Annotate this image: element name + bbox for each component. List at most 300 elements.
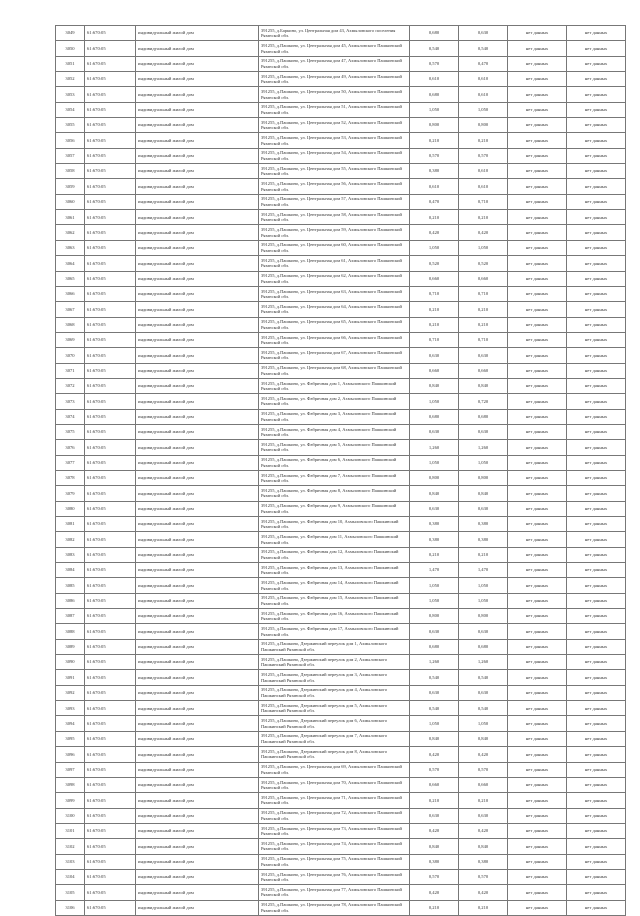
cadastral-id-cell: 61:670:05	[85, 731, 136, 746]
value-2-cell: 0,610	[459, 72, 508, 87]
building-type-cell: индивидуальный жилой дом	[136, 470, 259, 485]
cadastral-id-cell: 61:670:05	[85, 793, 136, 808]
value-1-cell: 0,680	[410, 87, 459, 102]
status-1-cell: нет данных	[508, 747, 567, 762]
address-cell: 391255, д.Пашкино, ул. Фабричная дом 14, Ахмыловского Пашкинский Рязанской обл.	[259, 578, 410, 593]
table-row	[56, 563, 626, 578]
status-2-cell: нет данных	[567, 26, 626, 41]
table-row	[56, 363, 626, 378]
status-1-cell: нет данных	[508, 271, 567, 286]
value-2-cell: 1,050	[459, 455, 508, 470]
value-1-cell: 0,540	[410, 701, 459, 716]
table-row	[56, 210, 626, 225]
status-2-cell: нет данных	[567, 194, 626, 209]
row-number-cell: 3080	[56, 501, 85, 516]
cadastral-id-cell: 61:670:05	[85, 164, 136, 179]
value-1-cell: 0,660	[410, 271, 459, 286]
status-1-cell: нет данных	[508, 793, 567, 808]
value-1-cell: 0,840	[410, 486, 459, 501]
document-page	[55, 25, 608, 916]
status-2-cell: нет данных	[567, 455, 626, 470]
building-type-cell: индивидуальный жилой дом	[136, 885, 259, 900]
cadastral-id-cell: 61:670:05	[85, 885, 136, 900]
address-cell: 391255, д.Пашкино, ул. Центральная дом 67, Ахмыловского Пашкинский Рязанской обл.	[259, 348, 410, 363]
value-1-cell: 0,420	[410, 885, 459, 900]
table-row	[56, 731, 626, 746]
status-2-cell: нет данных	[567, 731, 626, 746]
table-row	[56, 332, 626, 347]
cadastral-id-cell: 61:670:05	[85, 747, 136, 762]
status-1-cell: нет данных	[508, 578, 567, 593]
value-2-cell: 0,660	[459, 363, 508, 378]
status-1-cell: нет данных	[508, 72, 567, 87]
table-row	[56, 839, 626, 854]
building-type-cell: индивидуальный жилой дом	[136, 256, 259, 271]
cadastral-id-cell: 61:670:05	[85, 240, 136, 255]
value-1-cell: 0,570	[410, 762, 459, 777]
value-2-cell: 0,840	[459, 486, 508, 501]
table-row	[56, 440, 626, 455]
status-1-cell: нет данных	[508, 716, 567, 731]
value-2-cell: 0,520	[459, 256, 508, 271]
address-cell: 391255, д.Пашкино, ул. Центральная дом 71, Ахмыловского Пашкинский Рязанской обл.	[259, 793, 410, 808]
building-type-cell: индивидуальный жилой дом	[136, 148, 259, 163]
address-cell: 391255, д.Пашкино, ул. Фабричная дом 11, Ахмыловского Пашкинский Рязанской обл.	[259, 532, 410, 547]
address-cell: 391255, д.Пашкино, ул. Фабричная дом 9, Ахмыловского Пашкинский Рязанской обл.	[259, 501, 410, 516]
address-cell: 391255, д.Пашкино, ул. Центральная дом 76, Ахмыловского Пашкинский Рязанской обл.	[259, 869, 410, 884]
status-2-cell: нет данных	[567, 655, 626, 670]
table-row	[56, 348, 626, 363]
value-1-cell: 0,840	[410, 378, 459, 393]
address-cell: 391255, д.Пашкино, ул. Центральная дом 69, Ахмыловского Пашкинский Рязанской обл.	[259, 762, 410, 777]
value-1-cell: 1,050	[410, 716, 459, 731]
row-number-cell: 3099	[56, 793, 85, 808]
table-row	[56, 133, 626, 148]
value-1-cell: 1,050	[410, 578, 459, 593]
status-1-cell: нет данных	[508, 670, 567, 685]
table-row	[56, 593, 626, 608]
building-type-cell: индивидуальный жилой дом	[136, 716, 259, 731]
row-number-cell: 3095	[56, 731, 85, 746]
status-1-cell: нет данных	[508, 808, 567, 823]
value-2-cell: 0,840	[459, 378, 508, 393]
address-cell: 391255, д.Пашкино, ул. Фабричная дом 16, Ахмыловского Пашкинский Рязанской обл.	[259, 609, 410, 624]
table-row	[56, 808, 626, 823]
status-2-cell: нет данных	[567, 302, 626, 317]
status-2-cell: нет данных	[567, 563, 626, 578]
cadastral-id-cell: 61:670:05	[85, 624, 136, 639]
value-2-cell: 0,680	[459, 409, 508, 424]
row-number-cell: 3074	[56, 409, 85, 424]
row-number-cell: 3093	[56, 701, 85, 716]
value-2-cell: 0,380	[459, 532, 508, 547]
value-1-cell: 1,260	[410, 655, 459, 670]
row-number-cell: 3067	[56, 302, 85, 317]
building-type-cell: индивидуальный жилой дом	[136, 363, 259, 378]
value-1-cell: 0,210	[410, 210, 459, 225]
status-1-cell: нет данных	[508, 885, 567, 900]
value-2-cell: 0,380	[459, 517, 508, 532]
table-row	[56, 701, 626, 716]
status-1-cell: нет данных	[508, 563, 567, 578]
value-2-cell: 0,610	[459, 179, 508, 194]
building-type-cell: индивидуальный жилой дом	[136, 317, 259, 332]
value-2-cell: 0,710	[459, 194, 508, 209]
address-cell: 391255, д.Пашкино, ул. Фабричная дом 7, Ахмыловского Пашкинский Рязанской обл.	[259, 470, 410, 485]
status-2-cell: нет данных	[567, 348, 626, 363]
row-number-cell: 3053	[56, 87, 85, 102]
building-type-cell: индивидуальный жилой дом	[136, 440, 259, 455]
row-number-cell: 3072	[56, 378, 85, 393]
value-1-cell: 0,800	[410, 470, 459, 485]
status-2-cell: нет данных	[567, 517, 626, 532]
row-number-cell: 3052	[56, 72, 85, 87]
value-2-cell: 0,800	[459, 609, 508, 624]
table-row	[56, 271, 626, 286]
value-1-cell: 0,710	[410, 332, 459, 347]
status-1-cell: нет данных	[508, 547, 567, 562]
cadastral-id-cell: 61:670:05	[85, 26, 136, 41]
row-number-cell: 3061	[56, 210, 85, 225]
status-2-cell: нет данных	[567, 210, 626, 225]
status-2-cell: нет данных	[567, 133, 626, 148]
cadastral-id-cell: 61:670:05	[85, 685, 136, 700]
address-cell: 391255, д.Пашкино, Дзержинский переулок дом 8, Ахмыловского Пашкинский Рязанской обл.	[259, 747, 410, 762]
building-type-cell: индивидуальный жилой дом	[136, 793, 259, 808]
table-row	[56, 302, 626, 317]
status-1-cell: нет данных	[508, 655, 567, 670]
building-type-cell: индивидуальный жилой дом	[136, 72, 259, 87]
status-2-cell: нет данных	[567, 701, 626, 716]
table-row	[56, 256, 626, 271]
address-cell: 391255, д.Пашкино, ул. Центральная дом 51, Ахмыловского Пашкинский Рязанской обл.	[259, 102, 410, 117]
value-1-cell: 0,210	[410, 317, 459, 332]
value-2-cell: 1,470	[459, 563, 508, 578]
cadastral-id-cell: 61:670:05	[85, 563, 136, 578]
row-number-cell: 3063	[56, 240, 85, 255]
row-number-cell: 3096	[56, 747, 85, 762]
value-2-cell: 1,050	[459, 578, 508, 593]
value-2-cell: 0,420	[459, 225, 508, 240]
status-1-cell: нет данных	[508, 164, 567, 179]
table-row	[56, 777, 626, 792]
status-1-cell: нет данных	[508, 317, 567, 332]
table-row	[56, 716, 626, 731]
row-number-cell: 3092	[56, 685, 85, 700]
building-type-cell: индивидуальный жилой дом	[136, 731, 259, 746]
row-number-cell: 3079	[56, 486, 85, 501]
value-1-cell: 0,380	[410, 164, 459, 179]
table-row	[56, 409, 626, 424]
value-1-cell: 0,630	[410, 808, 459, 823]
building-type-cell: индивидуальный жилой дом	[136, 777, 259, 792]
row-number-cell: 3057	[56, 148, 85, 163]
status-2-cell: нет данных	[567, 378, 626, 393]
status-1-cell: нет данных	[508, 762, 567, 777]
table-row	[56, 517, 626, 532]
value-2-cell: 0,840	[459, 839, 508, 854]
building-type-cell: индивидуальный жилой дом	[136, 593, 259, 608]
building-type-cell: индивидуальный жилой дом	[136, 670, 259, 685]
status-2-cell: нет данных	[567, 670, 626, 685]
value-2-cell: 0,660	[459, 777, 508, 792]
status-2-cell: нет данных	[567, 793, 626, 808]
value-1-cell: 0,210	[410, 793, 459, 808]
address-cell: 391255, д.Пашкино, ул. Фабричная дом 2, Ахмыловского Пашкинский Рязанской обл.	[259, 394, 410, 409]
status-1-cell: нет данных	[508, 486, 567, 501]
status-1-cell: нет данных	[508, 240, 567, 255]
address-cell: 391255, д.Пашкино, ул. Центральная дом 73, Ахмыловского Пашкинский Рязанской обл.	[259, 823, 410, 838]
building-type-cell: индивидуальный жилой дом	[136, 194, 259, 209]
building-type-cell: индивидуальный жилой дом	[136, 517, 259, 532]
status-1-cell: нет данных	[508, 332, 567, 347]
cadastral-id-cell: 61:670:05	[85, 655, 136, 670]
status-2-cell: нет данных	[567, 777, 626, 792]
value-2-cell: 0,680	[459, 639, 508, 654]
row-number-cell: 3081	[56, 517, 85, 532]
value-1-cell: 0,210	[410, 302, 459, 317]
value-2-cell: 0,210	[459, 210, 508, 225]
address-cell: 391255, д.Пашкино, ул. Фабричная дом 8, Ахмыловского Пашкинский Рязанской обл.	[259, 486, 410, 501]
address-cell: 391255, д.Пашкино, Дзержинский переулок дом 4, Ахмыловского Пашкинский Рязанской обл.	[259, 685, 410, 700]
value-1-cell: 0,570	[410, 148, 459, 163]
value-1-cell: 0,210	[410, 133, 459, 148]
value-1-cell: 0,380	[410, 854, 459, 869]
value-1-cell: 1,050	[410, 102, 459, 117]
value-2-cell: 1,050	[459, 716, 508, 731]
value-2-cell: 0,710	[459, 332, 508, 347]
value-1-cell: 1,050	[410, 240, 459, 255]
table-row	[56, 148, 626, 163]
value-2-cell: 0,570	[459, 148, 508, 163]
table-row	[56, 41, 626, 56]
status-2-cell: нет данных	[567, 869, 626, 884]
row-number-cell: 3076	[56, 440, 85, 455]
table-row	[56, 470, 626, 485]
status-2-cell: нет данных	[567, 685, 626, 700]
table-row	[56, 424, 626, 439]
status-1-cell: нет данных	[508, 286, 567, 301]
table-row	[56, 455, 626, 470]
building-type-cell: индивидуальный жилой дом	[136, 302, 259, 317]
status-2-cell: нет данных	[567, 164, 626, 179]
status-1-cell: нет данных	[508, 501, 567, 516]
value-1-cell: 0,630	[410, 348, 459, 363]
cadastral-id-cell: 61:670:05	[85, 72, 136, 87]
building-type-cell: индивидуальный жилой дом	[136, 332, 259, 347]
building-type-cell: индивидуальный жилой дом	[136, 87, 259, 102]
table-body	[56, 26, 626, 916]
value-2-cell: 0,630	[459, 624, 508, 639]
value-2-cell: 0,800	[459, 118, 508, 133]
address-cell: 391255, д.Пашкино, ул. Фабричная дом 1, Ахмыловского Пашкинский Рязанской обл.	[259, 378, 410, 393]
row-number-cell: 3086	[56, 593, 85, 608]
table-row	[56, 118, 626, 133]
table-row	[56, 762, 626, 777]
status-1-cell: нет данных	[508, 210, 567, 225]
value-2-cell: 0,610	[459, 164, 508, 179]
status-1-cell: нет данных	[508, 118, 567, 133]
cadastral-id-cell: 61:670:05	[85, 41, 136, 56]
status-1-cell: нет данных	[508, 378, 567, 393]
status-2-cell: нет данных	[567, 762, 626, 777]
row-number-cell: 3103	[56, 854, 85, 869]
cadastral-id-cell: 61:670:05	[85, 455, 136, 470]
value-1-cell: 0,540	[410, 41, 459, 56]
address-cell: 391255, д.Пашкино, Дзержинский переулок дом 7, Ахмыловского Пашкинский Рязанской обл.	[259, 731, 410, 746]
cadastral-id-cell: 61:670:05	[85, 716, 136, 731]
value-1-cell: 0,680	[410, 639, 459, 654]
address-cell: 391255, д.Пашкино, ул. Центральная дом 52, Ахмыловского Пашкинский Рязанской обл.	[259, 118, 410, 133]
building-type-cell: индивидуальный жилой дом	[136, 609, 259, 624]
address-cell: 391255, д.Пашкино, ул. Центральная дом 75, Ахмыловского Пашкинский Рязанской обл.	[259, 854, 410, 869]
row-number-cell: 3070	[56, 348, 85, 363]
row-number-cell: 3098	[56, 777, 85, 792]
value-1-cell: 0,470	[410, 194, 459, 209]
row-number-cell: 3090	[56, 655, 85, 670]
address-cell: 391255, д.Пашкино, Дзержинский переулок дом 1, Ахмыловского Пашкинский Рязанской обл.	[259, 639, 410, 654]
address-cell: 391255, д.Пашкино, ул. Фабричная дом 3, Ахмыловского Пашкинский Рязанской обл.	[259, 409, 410, 424]
building-type-cell: индивидуальный жилой дом	[136, 747, 259, 762]
address-cell: 391255, д.Пашкино, ул. Центральная дом 72, Ахмыловского Пашкинский Рязанской обл.	[259, 808, 410, 823]
cadastral-id-cell: 61:670:05	[85, 547, 136, 562]
building-type-cell: индивидуальный жилой дом	[136, 655, 259, 670]
table-row	[56, 532, 626, 547]
table-row	[56, 378, 626, 393]
building-type-cell: индивидуальный жилой дом	[136, 854, 259, 869]
row-number-cell: 3083	[56, 547, 85, 562]
value-1-cell: 0,380	[410, 517, 459, 532]
value-1-cell: 0,570	[410, 56, 459, 71]
status-1-cell: нет данных	[508, 517, 567, 532]
row-number-cell: 3071	[56, 363, 85, 378]
address-cell: 391255, д.Пашкино, ул. Центральная дом 56, Ахмыловского Пашкинский Рязанской обл.	[259, 179, 410, 194]
table-row	[56, 317, 626, 332]
address-cell: 391255, д.Баркино, ул. Центральная дом 43, Ахмыловского поселения Рязанской обл.	[259, 26, 410, 41]
value-2-cell: 1,050	[459, 240, 508, 255]
table-row	[56, 578, 626, 593]
cadastral-id-cell: 61:670:05	[85, 394, 136, 409]
value-1-cell: 0,420	[410, 747, 459, 762]
status-1-cell: нет данных	[508, 731, 567, 746]
value-2-cell: 0,630	[459, 501, 508, 516]
row-number-cell: 3050	[56, 41, 85, 56]
cadastral-id-cell: 61:670:05	[85, 348, 136, 363]
status-2-cell: нет данных	[567, 532, 626, 547]
status-2-cell: нет данных	[567, 839, 626, 854]
value-2-cell: 0,630	[459, 685, 508, 700]
status-1-cell: нет данных	[508, 455, 567, 470]
cadastral-id-cell: 61:670:05	[85, 578, 136, 593]
status-1-cell: нет данных	[508, 409, 567, 424]
table-row	[56, 486, 626, 501]
table-row	[56, 854, 626, 869]
status-2-cell: нет данных	[567, 409, 626, 424]
address-cell: 391255, д.Пашкино, ул. Центральная дом 61, Ахмыловского Пашкинский Рязанской обл.	[259, 256, 410, 271]
building-type-cell: индивидуальный жилой дом	[136, 486, 259, 501]
building-type-cell: индивидуальный жилой дом	[136, 133, 259, 148]
building-type-cell: индивидуальный жилой дом	[136, 532, 259, 547]
status-2-cell: нет данных	[567, 808, 626, 823]
row-number-cell: 3104	[56, 869, 85, 884]
address-cell: 391255, д.Пашкино, ул. Фабричная дом 4, Ахмыловского Пашкинский Рязанской обл.	[259, 424, 410, 439]
value-1-cell: 0,520	[410, 256, 459, 271]
cadastral-id-cell: 61:670:05	[85, 593, 136, 608]
value-2-cell: 0,420	[459, 747, 508, 762]
status-2-cell: нет данных	[567, 179, 626, 194]
address-cell: 391255, д.Пашкино, ул. Центральная дом 55, Ахмыловского Пашкинский Рязанской обл.	[259, 164, 410, 179]
value-1-cell: 0,610	[410, 179, 459, 194]
building-type-cell: индивидуальный жилой дом	[136, 225, 259, 240]
value-1-cell: 0,710	[410, 286, 459, 301]
table-row	[56, 624, 626, 639]
row-number-cell: 3097	[56, 762, 85, 777]
building-type-cell: индивидуальный жилой дом	[136, 26, 259, 41]
building-type-cell: индивидуальный жилой дом	[136, 118, 259, 133]
address-cell: 391255, д.Пашкино, ул. Центральная дом 65, Ахмыловского Пашкинский Рязанской обл.	[259, 317, 410, 332]
status-2-cell: нет данных	[567, 72, 626, 87]
status-1-cell: нет данных	[508, 394, 567, 409]
building-type-cell: индивидуальный жилой дом	[136, 685, 259, 700]
value-2-cell: 0,630	[459, 808, 508, 823]
value-1-cell: 0,680	[410, 409, 459, 424]
status-2-cell: нет данных	[567, 271, 626, 286]
table-row	[56, 87, 626, 102]
value-2-cell: 0,570	[459, 869, 508, 884]
value-2-cell: 0,540	[459, 701, 508, 716]
cadastral-id-cell: 61:670:05	[85, 194, 136, 209]
status-1-cell: нет данных	[508, 87, 567, 102]
status-2-cell: нет данных	[567, 56, 626, 71]
status-1-cell: нет данных	[508, 470, 567, 485]
address-cell: 391255, д.Пашкино, ул. Центральная дом 63, Ахмыловского Пашкинский Рязанской обл.	[259, 286, 410, 301]
value-1-cell: 0,570	[410, 869, 459, 884]
building-type-cell: индивидуальный жилой дом	[136, 424, 259, 439]
building-type-cell: индивидуальный жилой дом	[136, 501, 259, 516]
cadastral-id-cell: 61:670:05	[85, 854, 136, 869]
table-row	[56, 194, 626, 209]
row-number-cell: 3069	[56, 332, 85, 347]
cadastral-id-cell: 61:670:05	[85, 609, 136, 624]
status-2-cell: нет данных	[567, 41, 626, 56]
cadastral-id-cell: 61:670:05	[85, 777, 136, 792]
address-cell: 391255, д.Пашкино, Дзержинский переулок дом 2, Ахмыловского Пашкинский Рязанской обл.	[259, 655, 410, 670]
building-type-cell: индивидуальный жилой дом	[136, 102, 259, 117]
value-2-cell: 1,260	[459, 655, 508, 670]
cadastral-id-cell: 61:670:05	[85, 302, 136, 317]
value-2-cell: 0,630	[459, 348, 508, 363]
status-2-cell: нет данных	[567, 424, 626, 439]
cadastral-id-cell: 61:670:05	[85, 869, 136, 884]
building-type-cell: индивидуальный жилой дом	[136, 639, 259, 654]
status-2-cell: нет данных	[567, 823, 626, 838]
building-type-cell: индивидуальный жилой дом	[136, 762, 259, 777]
row-number-cell: 3065	[56, 271, 85, 286]
cadastral-id-cell: 61:670:05	[85, 670, 136, 685]
status-1-cell: нет данных	[508, 701, 567, 716]
address-cell: 391255, д.Пашкино, ул. Центральная дом 59, Ахмыловского Пашкинский Рязанской обл.	[259, 225, 410, 240]
building-type-cell: индивидуальный жилой дом	[136, 701, 259, 716]
table-row	[56, 655, 626, 670]
address-cell: 391255, д.Пашкино, ул. Центральная дом 57, Ахмыловского Пашкинский Рязанской обл.	[259, 194, 410, 209]
status-2-cell: нет данных	[567, 470, 626, 485]
address-cell: 391255, д.Пашкино, ул. Фабричная дом 6, Ахмыловского Пашкинский Рязанской обл.	[259, 455, 410, 470]
address-cell: 391255, д.Пашкино, ул. Центральная дом 45, Ахмыловского Пашкинский Рязанской обл.	[259, 41, 410, 56]
status-1-cell: нет данных	[508, 685, 567, 700]
table-row	[56, 56, 626, 71]
address-cell: 391255, д.Пашкино, ул. Центральная дом 77, Ахмыловского Пашкинский Рязанской обл.	[259, 885, 410, 900]
row-number-cell: 3049	[56, 26, 85, 41]
